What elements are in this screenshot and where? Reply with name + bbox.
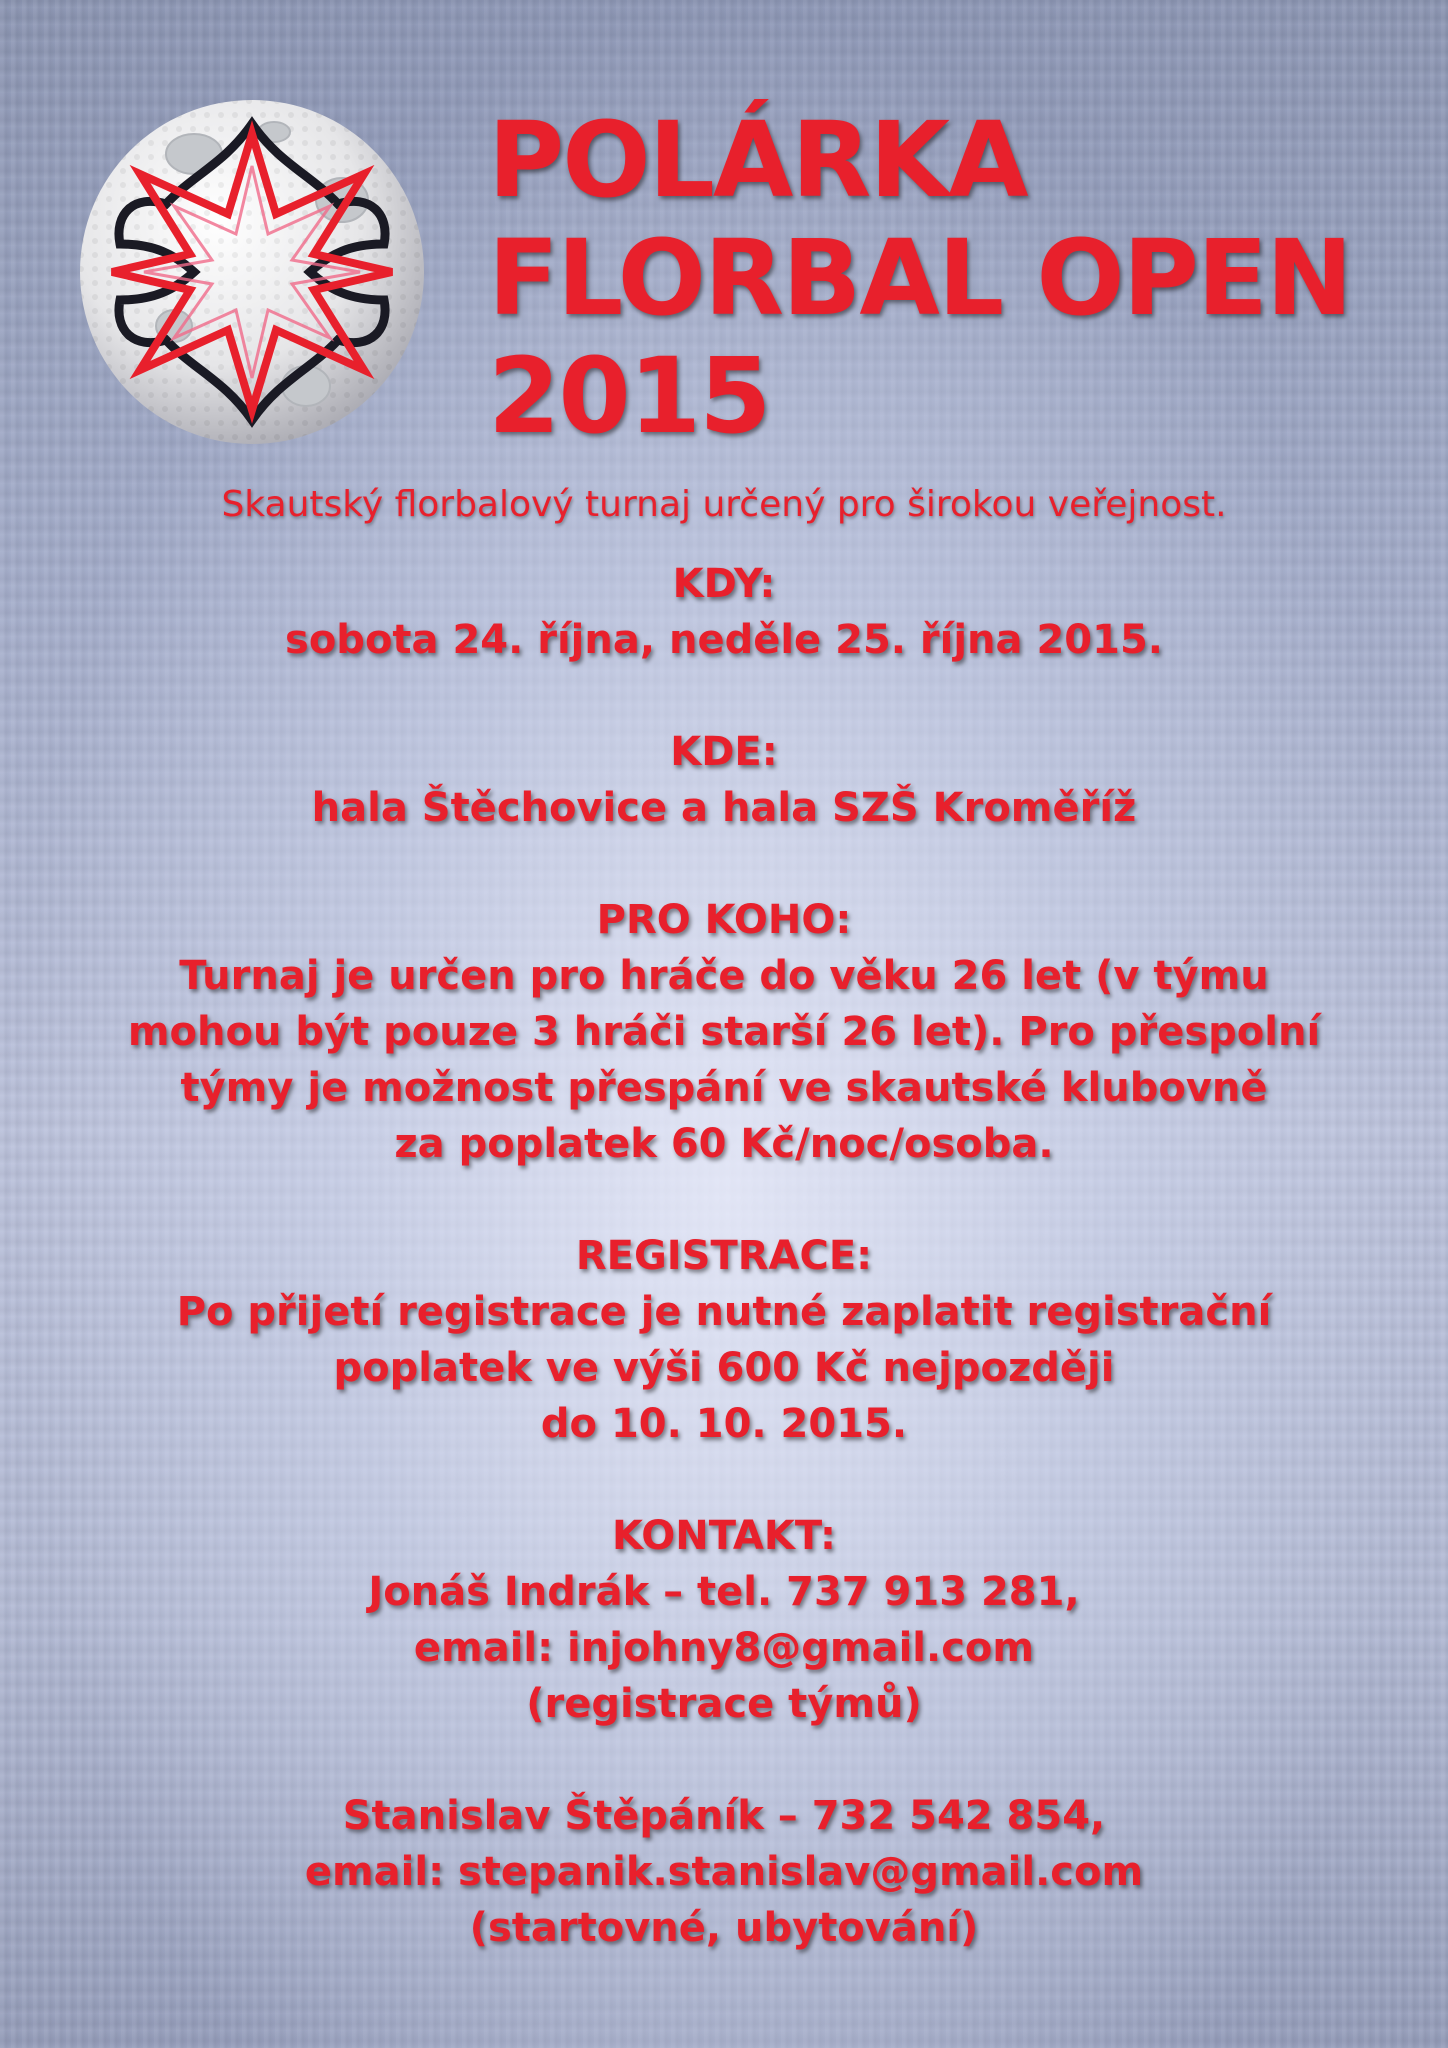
contact-2-role: (startovné, ubytování) bbox=[469, 1905, 979, 1951]
contact-1-name-phone: Jonáš Indrák – tel. 737 913 281, bbox=[368, 1569, 1080, 1615]
spacer bbox=[30, 668, 1418, 724]
pro-koho-line: mohou být pouze 3 hráči starší 26 let). Pro přespolní bbox=[127, 1009, 1321, 1055]
event-info bbox=[30, 556, 1418, 1956]
registrace-line: poplatek ve výši 600 Kč nejpozději bbox=[333, 1345, 1115, 1391]
pro-koho-line: za poplatek 60 Kč/noc/osoba. bbox=[394, 1121, 1054, 1167]
title-line-2: FLORBAL OPEN bbox=[488, 217, 1352, 339]
kde-line: hala Štěchovice a hala SZŠ Kroměříž bbox=[311, 785, 1137, 831]
section-heading-registrace: REGISTRACE: bbox=[575, 1233, 873, 1279]
spacer bbox=[30, 1172, 1418, 1228]
spacer bbox=[30, 1452, 1418, 1508]
ball-icon bbox=[80, 100, 424, 444]
contact-1-role: (registrace týmů) bbox=[526, 1681, 922, 1727]
registrace-line: Po přijetí registrace je nutné zaplatit registrační bbox=[176, 1289, 1272, 1335]
title-line-1: POLÁRKA bbox=[488, 99, 1027, 221]
title-line-3: 2015 bbox=[488, 335, 770, 457]
subtitle: Skautský florbalový turnaj určený pro širokou veřejnost. bbox=[221, 484, 1227, 525]
section-heading-kdy: KDY: bbox=[672, 561, 776, 607]
pro-koho-line: týmy je možnost přespání ve skautské klubovně bbox=[180, 1065, 1268, 1111]
spacer bbox=[30, 1732, 1418, 1788]
registrace-line: do 10. 10. 2015. bbox=[540, 1401, 908, 1447]
contact-2-email[interactable]: email: stepanik.stanislav@gmail.com bbox=[304, 1849, 1144, 1895]
kdy-line: sobota 24. října, neděle 25. října 2015. bbox=[285, 617, 1163, 663]
section-heading-kontakt: KONTAKT: bbox=[612, 1513, 836, 1559]
contact-2-name-phone: Stanislav Štěpáník – 732 542 854, bbox=[342, 1793, 1106, 1839]
pro-koho-line: Turnaj je určen pro hráče do věku 26 let (v týmu bbox=[179, 953, 1269, 999]
section-heading-kde: KDE: bbox=[670, 729, 778, 775]
section-heading-pro-koho: PRO KOHO: bbox=[596, 897, 852, 943]
contact-1-email[interactable]: email: injohny8@gmail.com bbox=[413, 1625, 1035, 1671]
spacer bbox=[30, 836, 1418, 892]
floorball-logo bbox=[74, 94, 430, 450]
